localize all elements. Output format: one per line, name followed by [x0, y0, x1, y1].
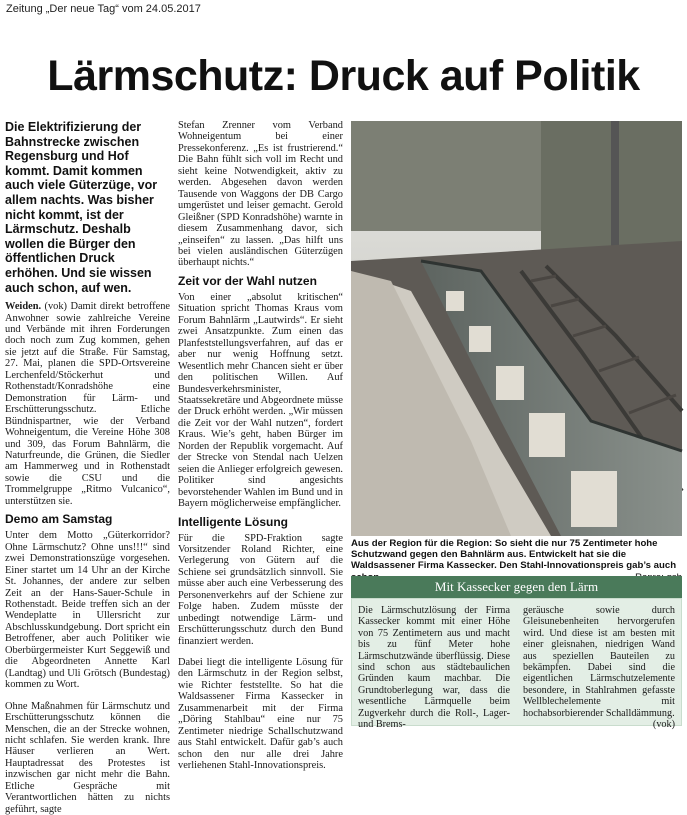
- photo-noise-barrier: [351, 121, 682, 536]
- paragraph: Unter dem Motto „Güterkorridor? Ohne Lärmschutz? Ohne uns!!!“ sind zwei Demonstrationszüge vorgesehen. Einer startet um 14 Uhr an der Kirche St. Johannes, der andere zur selben Zeit an der Hans-Sauer-Schule in Rothenstadt. Beide treffen sich an der Wendeplatte in Ullersricht zur Abschlusskundgebung. Dort spricht ein Betroffener, aber auch Politiker wie Oberbürgermeister Kurt Seggewiß und die Abgeordneten Annette Karl (Landtag) und Uli Grötsch (Bundestag) kommen zu Wort.: [5, 530, 170, 691]
- headline: Lärmschutz: Druck auf Politik: [47, 52, 640, 100]
- caption-text: Aus der Region für die Region: So sieht die nur 75 Zentimeter hohe Schutzwand gegen den Bahnlärm aus. Entwickelt hat sie die Waldsassener Firma Kassecker. Den Stahl-Innovationspreis gab’s auch: [351, 538, 677, 572]
- subhead-demo: Demo am Samstag: [5, 512, 113, 527]
- infobox-column-2: [523, 605, 675, 731]
- paragraph: Für die SPD-Fraktion sagte Vorsitzender Roland Richter, eine Verlegerung von Gütern auf die Schiene sei grundsätzlich sinnvoll. Sie müsse aber auch eine Verbesserung des Personenverkehrs auf der Schiene zur Folge haben. Zudem müsste der unbedingt notwendige Lärm- und Erschütterungsschutz durch den Bund finanziert werden.: [178, 532, 343, 647]
- infobox-text: geräusche sowie durch Gleisunebenheiten hervorgerufen wird. Und diese ist am besten mit einer gleisnahen, niedrigen Wand aus speziellen Bauteilen zu bekämpfen. Dabei sind die eigentlichen Lärmschutzelemente besondere, in Stahlrahmen gefasste Wellblechelemente mit hochabsorbierender Schalldämmung.: [523, 605, 675, 719]
- article-column-2: [178, 120, 343, 772]
- infobox: [351, 598, 682, 731]
- subhead-loesung: Intelligente Lösung: [178, 514, 288, 529]
- paragraph: Von einer „absolut kritischen“ Situation spricht Thomas Kraus vom Forum Bahnlärm „Lautwirds“. Er sieht zwei Ansatzpunkte. Zum einen das Planfeststellungsverfahren, auf das er aber nur wenig Hoffnung setzt. Wesentlich mehr Chancen sieht er über den politischen Willen. Auf Bundesverkehrsminister, Staatssekretäre und Abgeordnete müsse der Druck erhöht werden. „Wir müssen die Zeit vor der Wahl nutzen“, fordert Kraus. Wie’s geht, haben Bürger im Norden der Republik vorgemacht. Auf der Strecke von Stendal nach Uelzen seien die Anlieger erfolgreich gewesen. Politiker sind angesichts bevorstehender Wahlen im Bund und in Bayern möglicherweise empfänglicher.: [178, 291, 343, 510]
- paragraph: Ohne Maßnahmen für Lärmschutz und Erschütterungsschutz können die Menschen, die an der Strecke wohnen, nicht schlafen. Sie werden krank. Ihre Häuser verlieren an Wert. Hauptadressat des Protestes ist inzwischen gar nicht mehr die Bahn. Etliche Gespräche mit Verantwortlichen hätten zu nichts geführt, sagte: [5, 700, 170, 815]
- paragraph: Stefan Zrenner vom Verband Wohneigentum bei einer Pressekonferenz. „Es ist frustrierend.“ Die Bahn fühlt sich voll im Recht und sieht keine Notwendigkeit, aktiv zu werden. Abgesehen davon werden Tausende von Waggons der DB Cargo umgerüstet und leiser gemacht. Gerold Gleißner (SPD Konradshöhe) warnte in diesem Zusammenhang davor, sich „einseifen“ zu lassen. „Das hilft uns bei vielen ausländischen Güterzügen überhaupt nichts.“: [178, 120, 343, 269]
- infobox-title: Mit Kassecker gegen den Lärm: [351, 576, 682, 598]
- infobox-column-1: Die Lärmschutzlösung der Firma Kassecker kommt mit einer Höhe von 75 Zentimetern aus und macht bis zu fünf Meter hohe Lärmschutzwände überflüssig. Diese sind schon aus städtebaulichen Gründen kaum machbar. Die Grundtoberlegung war, dass die wesentliche Lärmquelle beim Zugverkehr durch die Roll-, Lager- und Brems-: [358, 605, 510, 731]
- intro-text: Die Elektrifizierung der Bahnstrecke zwischen Regensburg und Hof kommt. Damit kommen auch viele Güterzüge, vor allem nachts. Was bisher nicht kommt, ist der Lärmschutz. Deshalb wollen die Bürger den öffentlichen Druck erhöhen. Und sie wissen auch schon, auf wen.: [5, 120, 158, 295]
- paragraph: Weiden. (vok) Damit direkt betroffene Anwohner sowie zahlreiche Vereine und Verbände mit ihren Forderungen doch noch zum Zug kommen, gehen sie jetzt auf die Straße. Für Samstag, 27. Mai, planen die SPD-Ortsvereine Lerchenfeld/Stöckerhut und Rothenstadt/Konradshöhe eine Demonstration für Lärm- und Erschütterungsschutz. Etliche Bündnispartner, wie der Verband Wohneigentum, die Vereine Höhe 308 und 309, das Forum Bahnlärm, die Naturfreunde, die Grünen, die Siedler am Hammerweg und in Rothenstadt sowie die CSU und die Trommelgruppe „Ritmo Vulcanico“, unterstützen sie.: [5, 301, 170, 507]
- paragraph: Dabei liegt die intelligente Lösung für den Lärmschutz in der Region selbst, wie Richter feststellte. So hat die Waldsassener Firma Kassecker in Zusammenarbeit mit der Firma „Döring Stahlbau“ eine nur 75 Zentimeter niedrige Schallschutzwand aus Stahl entwickelt. Dafür gab’s auch schon den nur alle drei Jahre verliehenen Stahl-Innovationspreis.: [178, 657, 343, 772]
- source-line: Zeitung „Der neue Tag“ vom 24.05.2017: [6, 3, 201, 15]
- author-signature: (vok): [652, 719, 675, 731]
- dateline: Weiden.: [5, 301, 42, 313]
- subhead-zeit: Zeit vor der Wahl nutzen: [178, 273, 317, 288]
- article-column-1: [5, 120, 170, 815]
